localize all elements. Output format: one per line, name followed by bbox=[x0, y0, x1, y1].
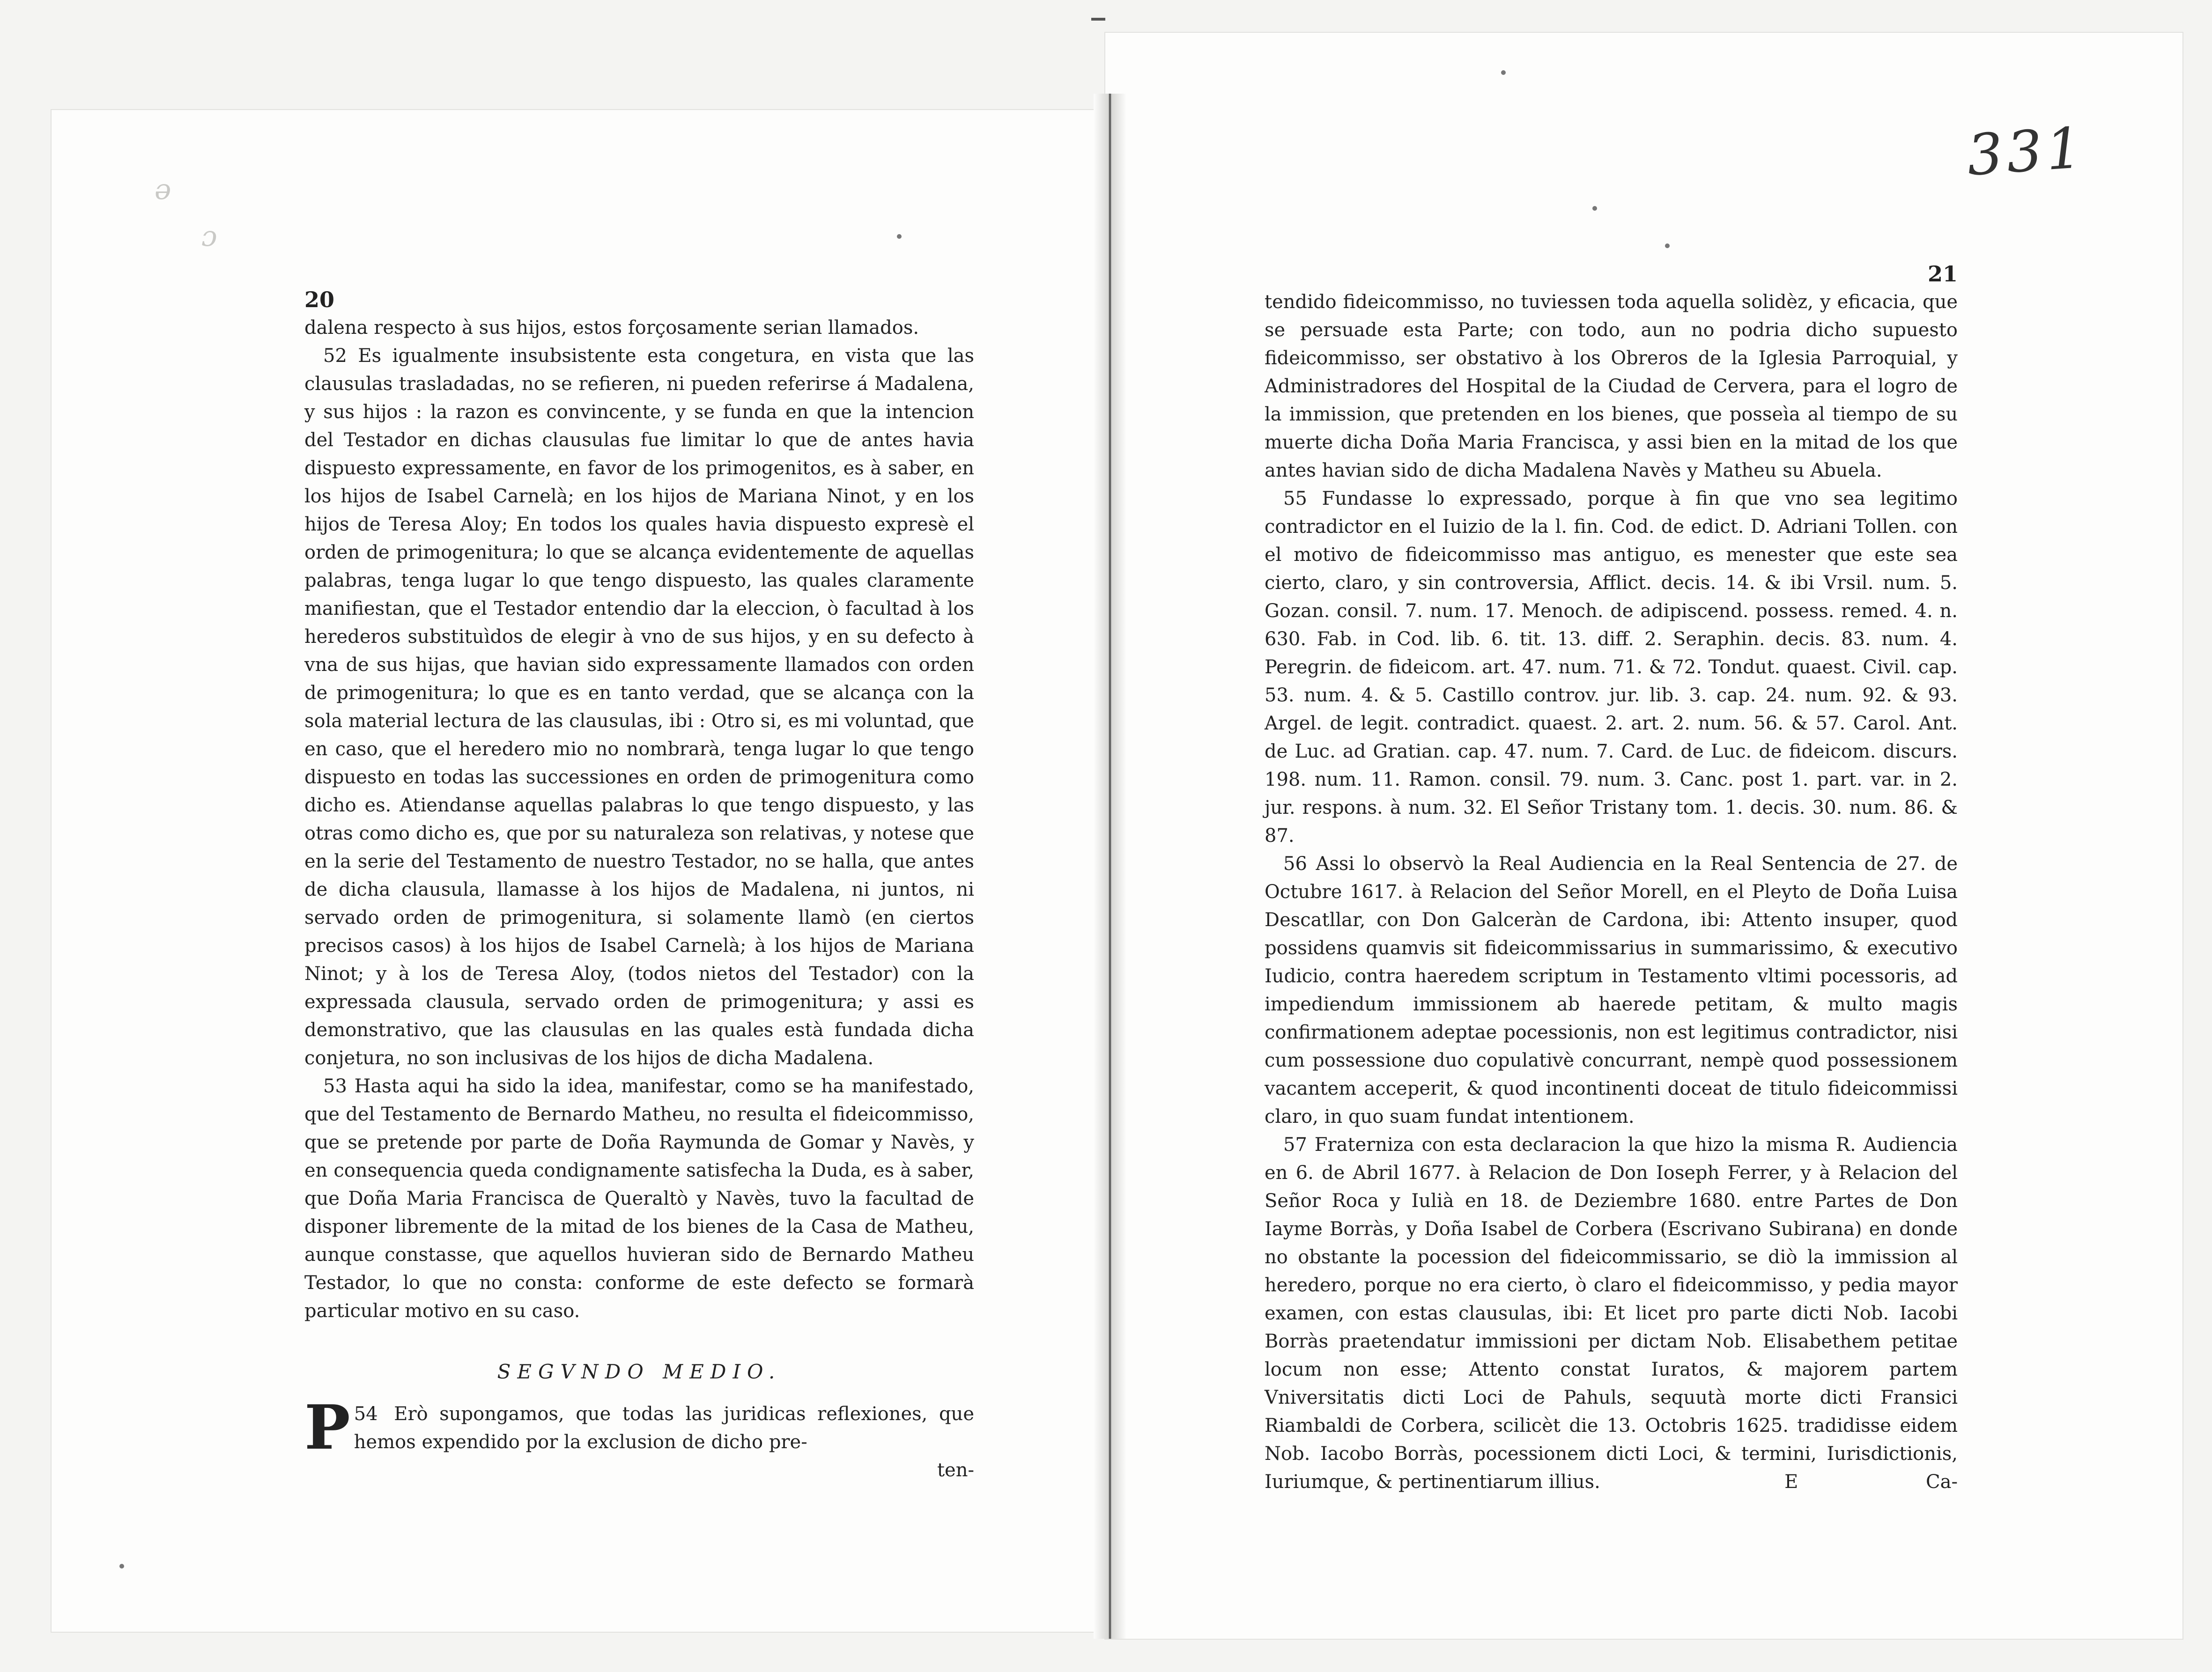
paragraph: 55 Fundasse lo expressado, porque à fin que vno sea legitimo contradictor en el Iuizio de la l. fin. Cod. de edict. D. Adriani Tollen. con el motivo de fideicommisso mas antiguo, es menester que este sea cierto, claro, y sin controversia, Afflict. decis. 14. & ibi Vrsil. num. 5. Gozan. consil. 7. num. 17. Menoch. de adipiscend. possess. remed. 4. n. 630. Fab. in Cod. lib. 6. tit. 13. diff. 2. Seraphin. decis. 83. num. 4. Peregrin. de fideicom. art. 47. num. 71. & 72. Tondut. quaest. Civil. cap. 53. num. 4. & 5. Castillo controv. jur. lib. 3. cap. 24. num. 92. & 93. Argel. de legit. contradict. quaest. 2. art. 2. num. 56. & 57. Carol. Ant. de Luc. ad Gratian. cap. 47. num. 7. Card. de Luc. de fideicom. discurs. 198. num. 11. Ramon. consil. 79. num. 3. Canc. post 1. part. var. in 2. jur. respons. à num. 32. El Señor Tristany tom. 1. decis. 30. num. 86. & 87. bbox=[1265, 488, 1958, 847]
ink-speck bbox=[1501, 70, 1506, 75]
drop-cap: P bbox=[304, 1392, 350, 1463]
paragraph-dropcap bbox=[304, 1392, 974, 1463]
bleed-through-mark: ɔ bbox=[201, 220, 217, 253]
ink-speck bbox=[1665, 243, 1670, 248]
folio-number: 331 bbox=[1965, 115, 2088, 189]
section-heading: SEGVNDO MEDIO. bbox=[497, 1360, 782, 1383]
paragraph: tendido fideicommisso, no tuviessen toda aquella solidèz, y eficacia, que se persuade esta Parte; con todo, aun no podria dicho supuesto fideicommisso, ser obstativo à los Obreros de la Iglesia Parroquial, y Administradores del Hospital de la Ciudad de Cervera, para el logro de la immission, que pretenden en los bienes, que posseìa al tiempo de su muerte dicha Doña Maria Francisca, y assi bien en la mitad de los que antes havian sido de dicha Madalena Navès y Matheu su Abuela. bbox=[1265, 291, 1958, 481]
ink-speck bbox=[897, 234, 902, 239]
bleed-through-mark: ə bbox=[155, 173, 171, 206]
catchword: ten- bbox=[937, 1459, 974, 1481]
paragraph: 52 Es igualmente insubsistente esta congetura, en vista que las clausulas trasladadas, no se refieren, ni pueden referirse á Madalena, y sus hijos : la razon es convincente, y se funda en que la intencion del Testador en dichas clausulas fue limitar lo que de antes havia dispuesto expressamente, en favor de los primogenitos, es à saber, en los hijos de Isabel Carnelà; en los hijos de Mariana Ninot, y en los hijos de Teresa Aloy; En todos los quales havia dispuesto expresè el orden de primogenitura; lo que se alcança evidentemente de aquellas palabras, tenga lugar lo que tengo dispuesto, las quales claramente manifiestan, que el Testador entendio dar la eleccion, ò facultad à los herederos substituìdos de elegir à vno de sus hijos, y en su defecto à vna de sus hijas, que havian sido expressamente llamados con orden de primogenitura; lo que es en tanto verdad, que se alcança con la sola material lectura de las clausulas, ibi : Otro si, es mi voluntad, que en caso, que el heredero mio no nombrarà, tenga lugar lo que tengo dispuesto en todas las successiones en orden de primogenitura como dicho es. Atiendanse aquellas palabras lo que tengo dispuesto, y las otras como dicho es, que por su naturaleza son relativas, y notese que en la serie del Testamento de nuestro Testador, no se halla, que antes de dicha clausula, llamasse à los hijos de Madalena, ni juntos, ni servado orden de primogenitura, si solamente llamò (en ciertos precisos casos) à los hijos de Isabel Carnelà; à los hijos de Mariana Ninot; y à los de Teresa Aloy, (todos nietos del Testador) con la expressada clausula, servado orden de primogenitura; y assi es demonstrativo, que las clausulas en las quales està fundada dicha conjetura, no son inclusivas de los hijos de dicha Madalena. bbox=[304, 345, 974, 1069]
ink-speck bbox=[1592, 206, 1597, 211]
left-text-block bbox=[304, 286, 974, 1484]
book-gutter bbox=[1094, 94, 1126, 1639]
signature-mark: E bbox=[1784, 1471, 1798, 1493]
page-number-left: 20 bbox=[304, 287, 335, 312]
paragraph: dalena respecto à sus hijos, estos forçosamente serian llamados. bbox=[304, 317, 919, 339]
top-mark bbox=[1091, 18, 1105, 21]
paragraph: 57 Fraterniza con esta declaracion la que hizo la misma R. Audiencia en 6. de Abril 1677. à Relacion de Don Ioseph Ferrer, y à Relacion del Señor Roca y Iulià en 18. de Deziembre 1680. entre Partes de Don Iayme Borràs, y Doña Isabel de Corbera (Escrivano Subirana) en donde no obstante la pocession del fideicommissario, se diò la immission al heredero, porque no era cierto, ò claro el fideicommisso, y pedia mayor examen, con estas clausulas, ibi: Et licet pro parte dicti Nob. Iacobi Borràs praetendatur immissioni per dictam Nob. Elisabethem petitae locum non esse; Attento constat Iuratos, & majorem partem Vniversitatis dicti Loci de Pahuls, sequutà morte dicti Fransici Riambaldi de Corbera, scilicèt die 13. Octobris 1625. tradidisse eidem Nob. Iacobo Borràs, pocessionem dicti Loci, & termini, Iurisdictionis, Iuriumque, & pertinentiarum illius. bbox=[1265, 1134, 1958, 1493]
right-text-block bbox=[1265, 260, 1958, 1496]
ink-speck bbox=[119, 1564, 124, 1569]
paragraph: 53 Hasta aqui ha sido la idea, manifestar, como se ha manifestado, que del Testamento de Bernardo Matheu, no resulta el fideicommisso, que se pretende por parte de Doña Raymunda de Gomar y Navès, y en consequencia queda condignamente satisfecha la Duda, es à saber, que Doña Maria Francisca de Queraltò y Navès, tuvo la facultad de disponer libremente de la mitad de los bienes de la Casa de Matheu, aunque constasse, que aquellos huvieran sido de Bernardo Matheu Testador, lo que no consta: conforme de este defecto se formarà particular motivo en su caso. bbox=[304, 1075, 974, 1322]
paragraph-text: Erò supongamos, que todas las juridicas reflexiones, que hemos expendido por la exclusion de dicho pre- bbox=[354, 1403, 974, 1453]
paragraph-number: 54 bbox=[354, 1403, 378, 1425]
page-number-right: 21 bbox=[1927, 261, 1958, 287]
paragraph: 56 Assi lo observò la Real Audiencia en la Real Sentencia de 27. de Octubre 1617. à Relacion del Señor Morell, en el Pleyto de Doña Luisa Descatllar, con Don Galceràn de Cardona, ibi: Attento insuper, quod possidens quamvis sit fideicommissarius in summarissimo, & executivo Iudicio, contra haeredem scriptum in Testamento vltimi pocessoris, ad impediendum immissionem ab haerede petitam, & multo magis confirmationem adeptae pocessionis, non est legitimus contradictor, nisi cum possessione duo copulativè concurrant, nempè quod possessionem vacantem acceperit, & quod incontinenti doceat de titulo fideicommissi claro, in quo suam fundat intentionem. bbox=[1265, 853, 1958, 1127]
catchword: Ca- bbox=[1926, 1471, 1958, 1493]
